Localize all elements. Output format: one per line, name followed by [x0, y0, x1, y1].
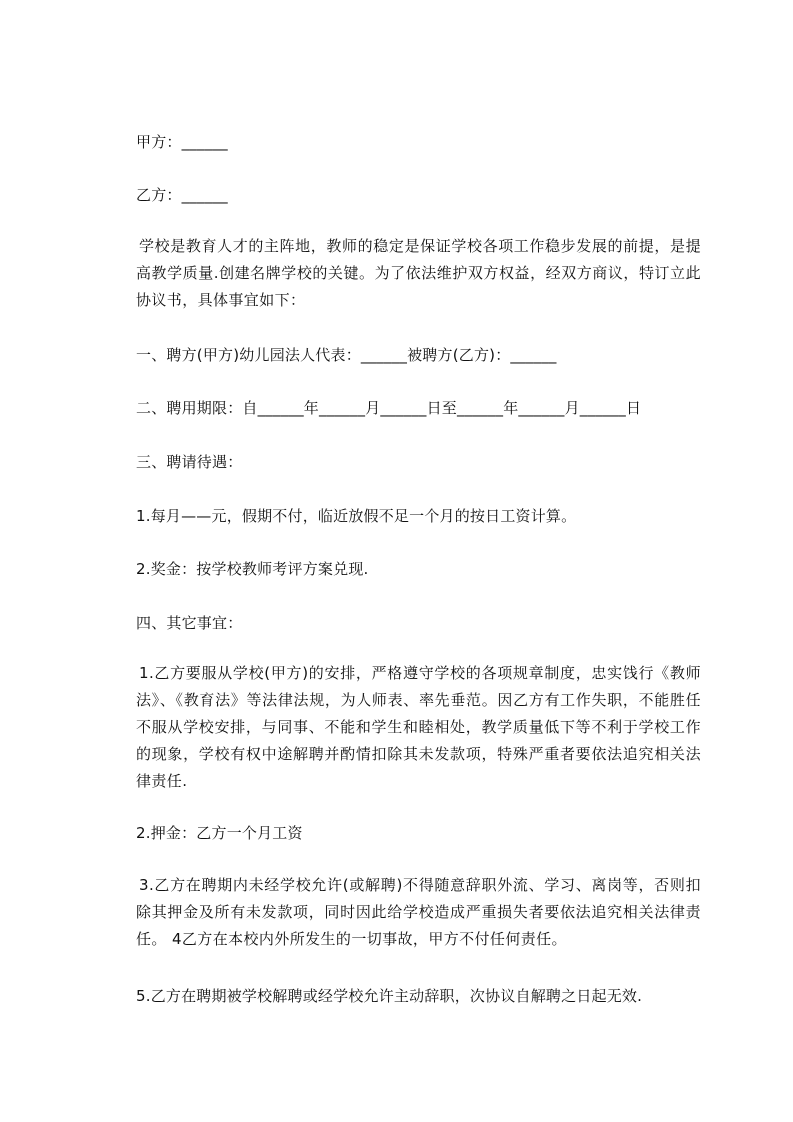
party-a-line: 甲方：______: [136, 133, 228, 151]
section-3-item-2-bonus: 2.奖金：按学校教师考评方案兑现.: [136, 560, 369, 578]
section-4-item-2-deposit: 2.押金：乙方一个月工资: [136, 824, 303, 842]
section-4-title: 四、其它事宜：: [136, 614, 243, 632]
section-4-item-1-obligations: 1.乙方要服从学校(甲方)的安排，严格遵守学校的各项规章制度，忠实饯行《教师法》、《教育法》等法律法规，为人师表、率先垂范。因乙方有工作失职，不能胜任不服从学校安排，与同事、不能和学生和睦相处，教学质量低下等不利于学校工作的现象，学校有权中途解聘并酌情扣除其未发款项，特殊严重者要依法追究相关法律责任.: [136, 664, 701, 790]
intro-paragraph: 学校是教育人才的主阵地，教师的稳定是保证学校各项工作稳步发展的前提，是提高教学质量.创建名牌学校的关键。为了依法维护双方权益，经双方商议，特订立此协议书，具体事宜如下：: [136, 237, 701, 309]
party-b-line: 乙方：______: [136, 186, 228, 204]
section-4-item-5-termination: 5.乙方在聘期被学校解聘或经学校允许主动辞职，次协议自解聘之日起无效.: [136, 987, 643, 1005]
section-4-item-3-resignation: 3.乙方在聘期内未经学校允许(或解聘)不得随意辞职外流、学习、离岗等，否则扣除其押金及所有未发款项，同时因此给学校造成严重损失者要依法追究相关法律责任。 4乙方在本校内外所发生的一切事故，甲方不付任何责任。: [136, 876, 701, 948]
section-3-item-1-salary: 1.每月——元，假期不付，临近放假不足一个月的按日工资计算。: [136, 507, 577, 525]
section-1-employer-representative: 一、聘方(甲方)幼儿园法人代表：______被聘方(乙方)：______: [136, 346, 557, 364]
section-3-title: 三、聘请待遇：: [136, 453, 243, 471]
section-2-employment-term: 二、聘用期限：自______年______月______日至______年______月______日: [136, 399, 642, 417]
